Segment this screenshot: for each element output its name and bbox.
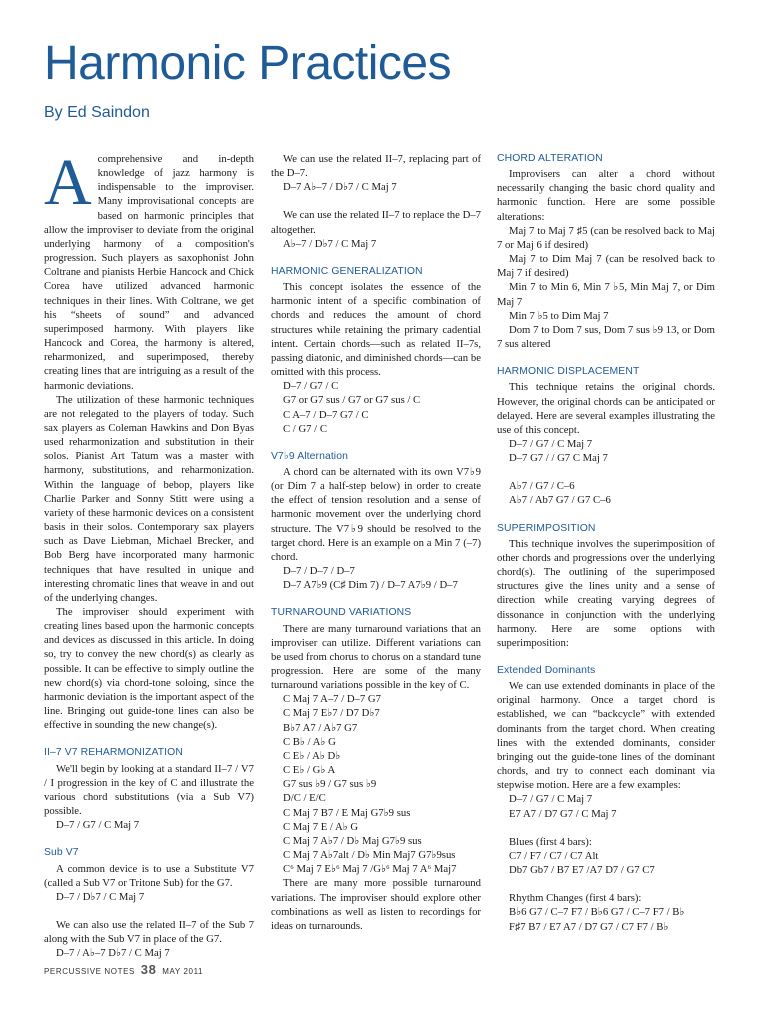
paragraph: We can use the related II–7 to replace the D–7 altogether. <box>271 209 481 236</box>
chord-example: C A–7 / D–7 G7 / C <box>283 408 369 421</box>
chord-example: C Maj 7 A♭7alt / D♭ Min Maj7 G7♭9sus <box>283 849 456 862</box>
chord-example: Rhythm Changes (first 4 bars): <box>509 892 642 905</box>
paragraph: We can also use the related II–7 of the Sub 7 along with the Sub V7 in place of the G7. <box>44 918 254 946</box>
publication-name: PERCUSSIVE NOTES <box>44 967 135 976</box>
alteration-item: Maj 7 to Maj 7 ♯5 (can be resolved back to Maj 7 or Maj 6 if desired) <box>497 224 715 251</box>
page-footer <box>44 962 203 977</box>
paragraph: This concept isolates the essence of the harmonic intent of a specific combination of chords and reduces the amount of chord structures while retaining the primary cadential intent. Certain chords—such as related II–7s, passing diatonic, and diminished chords—can be omitted with this process. <box>271 281 481 379</box>
paragraph: This technique involves the superimposition of other chords and progressions over the underlying chord(s). The outlining of the superimposed structures give the lines unity and a sense of direction while creating varying degrees of dissonance in conjunction with the underlying harmony. Here are some options with superimposition: <box>497 537 715 649</box>
paragraph: A chord can be alternated with its own V7♭9 (or Dim 7 a half-step below) in order to create the effect of tension resolution and a sense of harmonic movement over the underlying chord structure. The V7♭9 should be resolved to the target chord. Here is an example on a Min 7 (–7) chord. <box>271 465 481 563</box>
section-heading: HARMONIC DISPLACEMENT <box>497 366 640 378</box>
page-title: Harmonic Practices <box>44 37 452 90</box>
paragraph: There are many more possible turnaround variations. The improviser should explore other combinations as well as listen to recordings for ideas on turnarounds. <box>271 877 481 932</box>
chord-example: C / G7 / C <box>283 422 327 435</box>
section-heading: HARMONIC GENERALIZATION <box>271 265 423 277</box>
paragraph: We can use the related II–7, replacing part of the D–7. <box>271 153 481 180</box>
paragraph: We'll begin by looking at a standard II–7 / V7 / I progression in the key of C and illustrate the various chord substitutions (via a Sub V7) possible. <box>44 762 254 818</box>
chord-example: A♭7 / G7 / C–6 <box>509 480 575 493</box>
paragraph: Improvisers can alter a chord without necessarily changing the basic chord quality and harmonic function. Here are some possible alterations: <box>497 168 715 223</box>
chord-example: D–7 / G7 / C Maj 7 <box>509 793 593 806</box>
chord-example: C Maj 7 E / A♭ G <box>283 820 359 833</box>
chord-example: G7 or G7 sus / G7 or G7 sus / C <box>283 394 421 407</box>
intro-paragraph: Acomprehensive and in-depth knowledge of jazz harmony is indispensable to the improviser. Many improvisational concepts are based on harmonic principles that allow the improviser to deviate from the original underlying harmony of a composition's progression. Such players as saxophonist John Coltrane and pianists Herbie Hancock and Chick Corea have utilized advanced harmonic techniques in their lines. With Coltrane, we get his “sheets of sound” and advanced superimposed harmony. With players like Hancock and Corea, the harmony is altered, reharmonized, and superimposed, thereby creating lines that are intriguing as a result of the harmonic deviations. <box>44 146 254 392</box>
chord-example: C E♭ / A♭ D♭ <box>283 749 341 762</box>
chord-example: B♭6 G7 / C–7 F7 / B♭6 G7 / C–7 F7 / B♭ <box>509 906 685 919</box>
paragraph: There are many turnaround variations that an improviser can utilize. Different variations can be used from chorus to chorus on a standard tune progression. Here are some of the many turnaround variations possible in the key of C. <box>271 622 481 692</box>
chord-example: D–7 / D–7 / D–7 <box>283 565 355 578</box>
paragraph: The utilization of these harmonic techniques are not relegated to the players of today. Such sax players as Coleman Hawkins and Don Byas used reharmonization and substitution in their solos. Pianist Art Tatum was a master with harmony, substitutions, and reharmonization. Within the language of bebop, players like Charlie Parker and Sonny Stitt were using a variety of these harmonic devices on a consistent basis in their solos. Contemporary sax players such as Dave Liebman, Michael Brecker, and Bob Berg have incorporated many harmonic techniques that have resulted in unique and interesting chromatic lines that weave in and out of the underlying changes. <box>44 393 254 604</box>
chord-example: D–7 / G7 / C <box>283 380 339 393</box>
chord-example: D/C / E/C <box>283 792 326 805</box>
chord-example: D–7 A7♭9 (C♯ Dim 7) / D–7 A7♭9 / D–7 <box>283 579 458 592</box>
section-heading: TURNAROUND VARIATIONS <box>271 607 412 619</box>
chord-example: D–7 / G7 / C Maj 7 <box>509 437 593 450</box>
paragraph: A common device is to use a Substitute V7 (called a Sub V7 or Tritone Sub) for the G7. <box>44 862 254 889</box>
section-heading: II–7 V7 REHARMONIZATION <box>44 747 183 759</box>
chord-example: B♭7 A7 / A♭7 G7 <box>283 721 358 734</box>
chord-example: Db7 Gb7 / B7 E7 /A7 D7 / G7 C7 <box>509 864 655 877</box>
chord-example: C7 / F7 / C7 / C7 Alt <box>509 849 599 862</box>
article-column-2 <box>271 152 481 933</box>
issue-date: MAY 2011 <box>162 967 204 976</box>
chord-example: C Maj 7 A–7 / D–7 G7 <box>283 693 381 706</box>
drop-cap: A <box>44 146 92 219</box>
chord-example: D–7 / D♭7 / C Maj 7 <box>56 890 145 903</box>
article-column-3 <box>497 152 715 934</box>
chord-example: D–7 G7 / / G7 C Maj 7 <box>509 452 608 465</box>
alteration-item: Min 7 ♭5 to Dim Maj 7 <box>509 309 609 322</box>
chord-example: C⁶ Maj 7 E♭⁶ Maj 7 /G♭⁶ Maj 7 A⁶ Maj7 <box>283 863 457 876</box>
section-heading: SUPERIMPOSITION <box>497 522 596 534</box>
byline: By Ed Saindon <box>44 104 150 121</box>
chord-example: D–7 / A♭–7 D♭7 / C Maj 7 <box>56 947 170 960</box>
chord-example: C Maj 7 A♭7 / D♭ Maj G7♭9 sus <box>283 834 422 847</box>
chord-example: D–7 A♭–7 / D♭7 / C Maj 7 <box>283 181 397 194</box>
paragraph: The improviser should experiment with creating lines based upon the harmonic concepts and devices as discussed in this article. In doing so, try to convey the new chord(s) as clearly as possible. It can be effective to simply outline the new chord(s) via chord-tone soloing, since the harmonic deviation is the important aspect of the line. Bringing out guide-tone lines can also be effective in sounding the new change(s). <box>44 606 254 732</box>
chord-example: D–7 / G7 / C Maj 7 <box>56 819 140 832</box>
chord-example: A♭–7 / D♭7 / C Maj 7 <box>283 237 377 250</box>
alteration-item: Dom 7 to Dom 7 sus, Dom 7 sus ♭9 13, or Dom 7 sus altered <box>497 323 715 351</box>
section-heading: Sub V7 <box>44 847 79 859</box>
article-column-1 <box>44 146 254 960</box>
section-heading: CHORD ALTERATION <box>497 153 603 164</box>
section-heading: V7♭9 Alternation <box>271 450 348 462</box>
chord-example: E7 A7 / D7 G7 / C Maj 7 <box>509 807 617 820</box>
chord-example: F♯7 B7 / E7 A7 / D7 G7 / C7 F7 / B♭ <box>509 920 669 933</box>
alteration-item: Maj 7 to Dim Maj 7 (can be resolved back to Maj 7 if desired) <box>497 253 715 280</box>
chord-example: Blues (first 4 bars): <box>509 835 592 848</box>
chord-example: G7 sus ♭9 / G7 sus ♭9 <box>283 778 377 791</box>
paragraph: We can use extended dominants in place of the original harmony. Once a target chord is established, we can “backcycle” with extended dominants from the target chord. When creating lines with the extended dominants, consider bringing out the guide-tone lines of the dominant chords, and try to connect each dominant via stepwise motion. Here are a few examples: <box>497 680 715 792</box>
chord-example: A♭7 / Ab7 G7 / G7 C–6 <box>509 494 611 507</box>
alteration-item: Min 7 to Min 6, Min 7 ♭5, Min Maj 7, or Dim Maj 7 <box>497 281 715 308</box>
chord-example: C B♭ / A♭ G <box>283 735 336 748</box>
chord-example: C Maj 7 B7 / E Maj G7♭9 sus <box>283 806 411 819</box>
paragraph: This technique retains the original chords. However, the original chords can be anticipated or delayed. Here are several examples illustrating the use of this concept. <box>497 381 715 436</box>
chord-example: C Maj 7 E♭7 / D7 D♭7 <box>283 707 380 720</box>
chord-example: C E♭ / G♭ A <box>283 764 336 777</box>
page-number: 38 <box>140 962 157 977</box>
section-heading: Extended Dominants <box>497 665 596 676</box>
